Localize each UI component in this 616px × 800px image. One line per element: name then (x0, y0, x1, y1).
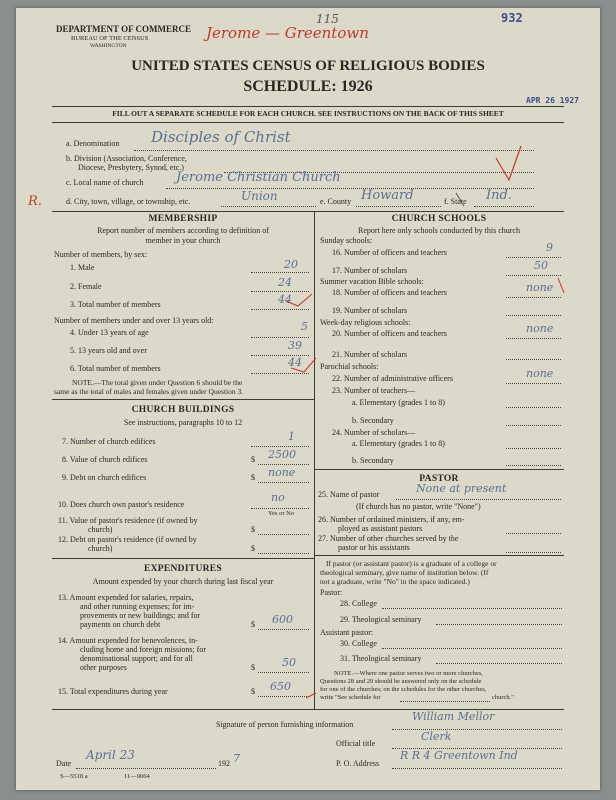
q29-label: 29. Theological seminary (340, 615, 422, 624)
expenditures-sub: Amount expended by your church during last fiscal year (92, 577, 274, 586)
q14-label-2: cluding home and foreign missions; for (80, 645, 206, 654)
dept-label: DEPARTMENT OF COMMERCE (56, 24, 192, 34)
q6-label: 6. Total number of members (70, 364, 161, 373)
q28-label: 28. College (340, 599, 377, 608)
pastor-heading: PASTOR (419, 474, 459, 484)
weekday-label: Week-day religious schools: (320, 318, 411, 327)
date-value: April 23 (86, 748, 135, 762)
expenditures-heading: EXPENDITURES (143, 564, 223, 574)
sunday-label: Sunday schools: (320, 236, 373, 245)
church-name-label: c. Local name of church (66, 178, 144, 187)
q9-label: 9. Debt on church edifices (62, 473, 147, 482)
form-title: UNITED STATES CENSUS OF RELIGIOUS BODIES (131, 58, 485, 74)
graduate-note-3: not a graduate, write "No" in the space indicated.) (320, 577, 470, 586)
q16-value: 9 (546, 241, 553, 254)
q23-label: 23. Number of teachers— (332, 386, 416, 395)
q13-label-4: payments on church debt (80, 620, 161, 629)
q19-label: 19. Number of scholars (332, 306, 408, 315)
q11-label-2: church) (88, 525, 113, 534)
membership-intro-2: member in your church (145, 236, 221, 245)
q1-label: 1. Male (70, 263, 95, 272)
city-label: WASHINGTON (90, 43, 127, 49)
q24-label: 24. Number of scholars— (332, 428, 416, 437)
q16-label: 16. Number of officers and teachers (332, 248, 447, 257)
signature-value: William Mellor (412, 710, 495, 723)
q11-label-1: 11. Value of pastor's residence (if owned by (58, 516, 198, 525)
by-sex-label: Number of members, by sex: (54, 250, 148, 259)
pastor-note-2: Questions 28 and 29 should be answered only on the schedule (320, 678, 482, 685)
q23b-label: b. Secondary (352, 416, 394, 425)
q14-value: 50 (282, 656, 296, 669)
q8-dollar: $ (251, 455, 255, 464)
pen-marks-overlay (16, 8, 600, 790)
membership-note-2: same as the total of males and females given under Question 3. (54, 387, 244, 396)
county-label: e. County (320, 197, 352, 206)
q15-value: 650 (270, 680, 291, 693)
q10-label: 10. Does church own pastor's residence (58, 500, 185, 509)
q5-label: 5. 13 years old and over (70, 346, 147, 355)
handwritten-number: 115 (316, 12, 339, 26)
q14-label-1: 14. Amount expended for benevolences, in- (58, 636, 198, 645)
q25-value: None at present (416, 482, 507, 495)
q18-value: none (526, 281, 554, 294)
red-margin-mark: R. (28, 194, 42, 209)
q3-value: 44 (278, 293, 292, 306)
denomination-label: a. Denomination (66, 139, 120, 148)
instruction-banner: FILL OUT A SEPARATE SCHEDULE FOR EACH CHURCH. SEE INSTRUCTIONS ON THE BACK OF THIS SHEET (112, 109, 504, 118)
schools-sub: Report here only schools conducted by this church (358, 226, 520, 235)
q13-label-3: provements or new buildings; and for (80, 611, 201, 620)
q13-dollar: $ (251, 620, 255, 629)
q20-value: none (526, 322, 554, 335)
q7-value: 1 (288, 430, 295, 443)
q9-dollar: $ (251, 473, 255, 482)
assistant-sub-label: Assistant pastor: (320, 628, 374, 637)
summer-label: Summer vacation Bible schools: (320, 277, 424, 286)
q31-label: 31. Theological seminary (340, 654, 422, 663)
pastor-note-3: for one of the churches; on the schedules for the other churches, (320, 686, 487, 693)
denomination-value: Disciples of Christ (151, 128, 291, 146)
buildings-heading: CHURCH BUILDINGS (131, 405, 235, 415)
q18-label: 18. Number of officers and teachers (332, 288, 447, 297)
q15-dollar: $ (251, 687, 255, 696)
q2-value: 24 (278, 276, 292, 289)
q12-label-2: church) (88, 544, 113, 553)
q15-label: 15. Total expenditures during year (58, 687, 168, 696)
q3-label: 3. Total number of members (70, 300, 161, 309)
q2-label: 2. Female (70, 282, 102, 291)
q26-label-2: ployed as assistant pastors (338, 524, 423, 533)
q22-value: none (526, 367, 554, 380)
q4-label: 4. Under 13 years of age (70, 328, 149, 337)
date-stamp: APR 26 1927 (526, 96, 579, 105)
pastor-note-1: NOTE.—Where one pastor serves two or more churches, (334, 670, 483, 677)
pastor-sub-label: Pastor: (320, 588, 343, 597)
q12-dollar: $ (251, 544, 255, 553)
q1-value: 20 (284, 258, 298, 271)
state-value: Ind. (486, 188, 512, 203)
q25-hint: (If church has no pastor, write "None") (356, 502, 481, 511)
schedule-title: SCHEDULE: 1926 (243, 78, 373, 95)
q12-label-1: 12. Debt on pastor's residence (if owned by (58, 535, 197, 544)
membership-intro-1: Report number of members according to definition of (97, 226, 269, 235)
membership-note-1: NOTE.—The total given under Question 6 should be the (72, 378, 243, 387)
buildings-sub: See instructions, paragraphs 10 to 12 (123, 418, 243, 427)
q17-label: 17. Number of scholars (332, 266, 408, 275)
graduate-note-2: theological seminary, give name of institution below. (If (320, 568, 489, 577)
q9-value: none (268, 466, 296, 479)
q7-label: 7. Number of church edifices (62, 437, 156, 446)
graduate-note-1: If pastor (or assistant pastor) is a graduate of a college or (326, 559, 497, 568)
q13-label-1: 13. Amount expended for salaries, repairs, (58, 593, 194, 602)
form-code: 11—9064 (124, 773, 150, 780)
q25-label: 25. Name of pastor (318, 490, 380, 499)
city-label-field: d. City, town, village, or township, etc. (66, 197, 191, 206)
q11-dollar: $ (251, 525, 255, 534)
q4-value: 5 (301, 320, 308, 333)
q5-value: 39 (288, 339, 302, 352)
age-intro-label: Number of members under and over 13 years old: (54, 316, 214, 325)
q14-label-4: other purposes (80, 663, 127, 672)
q23a-label: a. Elementary (grades 1 to 8) (352, 398, 445, 407)
q17-value: 50 (534, 259, 548, 272)
q13-value: 600 (272, 613, 293, 626)
q22-label: 22. Number of administrative officers (332, 374, 453, 383)
census-schedule-sheet (16, 8, 600, 790)
year-label: 192 (218, 759, 230, 768)
q10-value: no (271, 491, 285, 504)
po-address-value: R R 4 Greentown Ind (400, 749, 518, 762)
q27-label-2: pastor or his assistants (338, 543, 410, 552)
q26-label-1: 26. Number of ordained ministers, if any, em- (318, 515, 465, 524)
q10-hint: Yes or No (268, 510, 295, 517)
form-number: S—5518 a (60, 773, 88, 780)
po-address-label: P. O. Address (336, 759, 380, 768)
q8-label: 8. Value of church edifices (62, 455, 148, 464)
official-title-value: Clerk (421, 730, 452, 743)
q6-value: 44 (288, 356, 302, 369)
q27-label-1: 27. Number of other churches served by the (318, 534, 459, 543)
year-value: 7 (233, 752, 240, 765)
city-value: Union (241, 189, 278, 203)
q14-dollar: $ (251, 663, 255, 672)
q14-label-3: denominational support; and for all (80, 654, 193, 663)
official-title-label: Official title (336, 739, 376, 748)
pastor-note-5: church." (492, 694, 514, 701)
schools-heading: CHURCH SCHOOLS (391, 214, 487, 224)
q8-value: 2500 (268, 448, 296, 461)
q20-label: 20. Number of officers and teachers (332, 329, 447, 338)
schedule-number: 932 (501, 11, 523, 25)
q13-label-2: and other running expenses; for im- (80, 602, 195, 611)
division-label-1: b. Division (Association, Conference, (66, 154, 187, 163)
pastor-note-4: write "See schedule for (320, 694, 381, 701)
signature-label: Signature of person furnishing information (216, 720, 354, 729)
parochial-label: Parochial schools: (320, 362, 379, 371)
q24b-label: b. Secondary (352, 456, 394, 465)
handwritten-header: Jerome — Greentown (206, 24, 369, 42)
q21-label: 21. Number of scholars (332, 350, 408, 359)
division-label-2: Diocese, Presbytery, Synod, etc.) (78, 163, 184, 172)
bureau-label: BUREAU OF THE CENSUS (71, 35, 149, 42)
q24a-label: a. Elementary (grades 1 to 8) (352, 439, 445, 448)
membership-heading: MEMBERSHIP (148, 214, 218, 224)
county-value: Howard (361, 188, 414, 203)
state-label: f. State (444, 197, 467, 206)
q30-label: 30. College (340, 639, 377, 648)
date-label: Date (56, 759, 72, 768)
church-name-value: Jerome Christian Church (176, 170, 341, 185)
